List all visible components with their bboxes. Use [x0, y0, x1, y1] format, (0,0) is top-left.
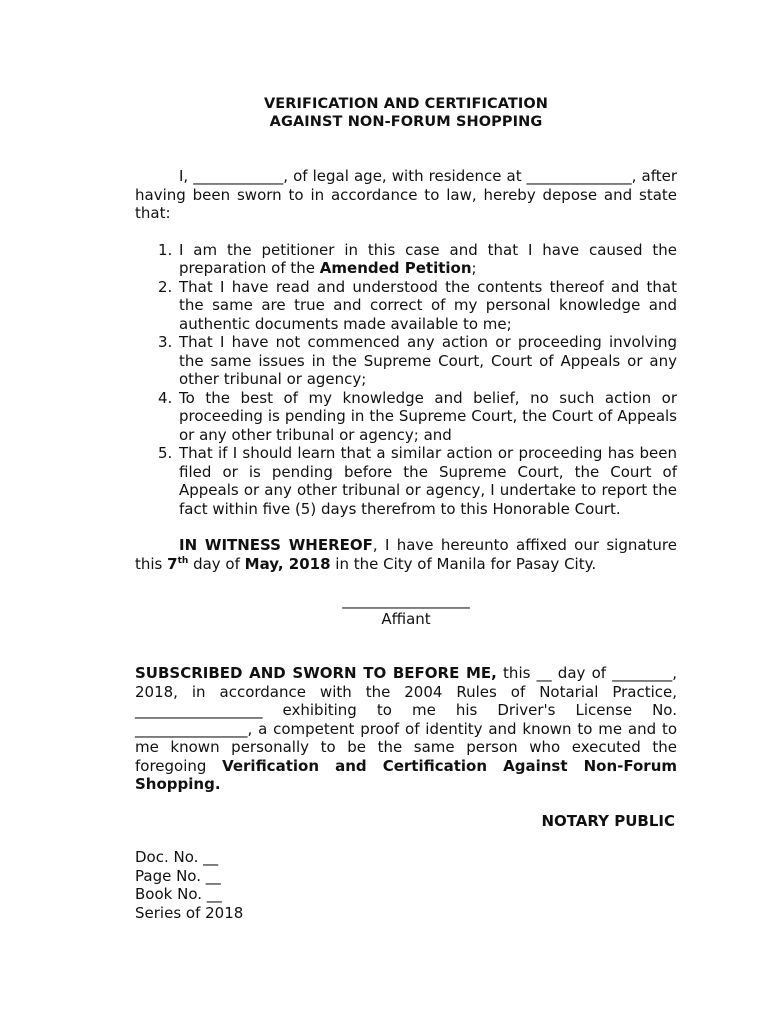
list-item-text: That I have read and understood the contents thereof and that the same are true and correct of my personal knowledge and authentic documents made available to me;: [179, 277, 677, 333]
document-title: [135, 95, 677, 131]
witness-day-suffix: th: [177, 555, 189, 566]
book-number: Book No. __: [135, 885, 222, 903]
list-item-text-end: ;: [471, 259, 477, 277]
list-item-number: 4.: [158, 388, 173, 407]
list-item-text: I am the petitioner in this case and that I have caused the preparation of the: [179, 240, 677, 277]
list-item-number: 1.: [158, 240, 173, 259]
notary-public-label: NOTARY PUBLIC: [541, 811, 675, 830]
title-line-2: AGAINST NON-FORUM SHOPPING: [269, 114, 543, 130]
title-line-1: VERIFICATION AND CERTIFICATION: [263, 96, 549, 112]
jurat-lead: SUBSCRIBED AND SWORN TO BEFORE ME,: [135, 664, 497, 682]
list-item-number: 3.: [158, 333, 173, 351]
affiant-signature-block: [135, 591, 677, 628]
amended-petition-text: Amended Petition: [319, 259, 472, 277]
page-number: Page No. __: [135, 866, 221, 885]
list-item: [135, 444, 677, 518]
list-item-number: 5.: [158, 444, 173, 462]
intro-paragraph: I, ____________, of legal age, with residence at ______________, after having been sworn to in accordance to law, hereby depose and state that:: [135, 167, 677, 222]
series-year: Series of 2018: [135, 903, 244, 922]
list-item: [135, 241, 677, 278]
list-item-text: To the best of my knowledge and belief, no such action or proceeding is pending in the Supreme Court, the Court of Appeals or any other tribunal or agency; and: [179, 388, 677, 444]
list-item-number: 2.: [158, 277, 173, 296]
statement-list: [135, 241, 677, 519]
witness-day: [167, 555, 188, 573]
affiant-signature-line: _________________: [342, 591, 470, 609]
affiant-label: Affiant: [381, 609, 431, 628]
witness-date: May, 2018: [244, 554, 331, 573]
witness-lead: IN WITNESS WHEREOF: [179, 536, 373, 554]
document-page: [135, 95, 677, 922]
witness-day-number: 7: [167, 554, 178, 573]
witness-text-3: in the City of Manila for Pasay City.: [330, 554, 597, 573]
witness-paragraph: [135, 536, 677, 573]
jurat-document-name: Verification and Certification Against Non-Forum Shopping.: [135, 756, 677, 793]
witness-text-1: , I have hereunto affixed our signature this: [135, 536, 677, 573]
jurat-text-1: this __ day of ________, 2018, in accordance with the 2004 Rules of Notarial Practice, _________________ exhibiting to me his Driver's License No. _______________, a competent proof of identity and known to me and to me known personally to be the same person who executed the foregoing: [135, 664, 677, 775]
doc-number: Doc. No. __: [135, 848, 219, 866]
list-item-text: That I have not commenced any action or proceeding involving the same issues in the Supreme Court, Court of Appeals or any other tribunal or agency;: [179, 333, 677, 388]
list-item: [135, 333, 677, 389]
list-item-text: That if I should learn that a similar action or proceeding has been filed or is pending before the Supreme Court, the Court of Appeals or any other tribunal or agency, I undertake to report the fact within five (5) days therefrom to this Honorable Court.: [179, 444, 677, 518]
list-item: [135, 278, 677, 334]
witness-text-2: day of: [188, 554, 245, 573]
jurat-paragraph: [135, 664, 677, 794]
list-item: [135, 389, 677, 445]
notarial-register-block: [135, 848, 677, 922]
